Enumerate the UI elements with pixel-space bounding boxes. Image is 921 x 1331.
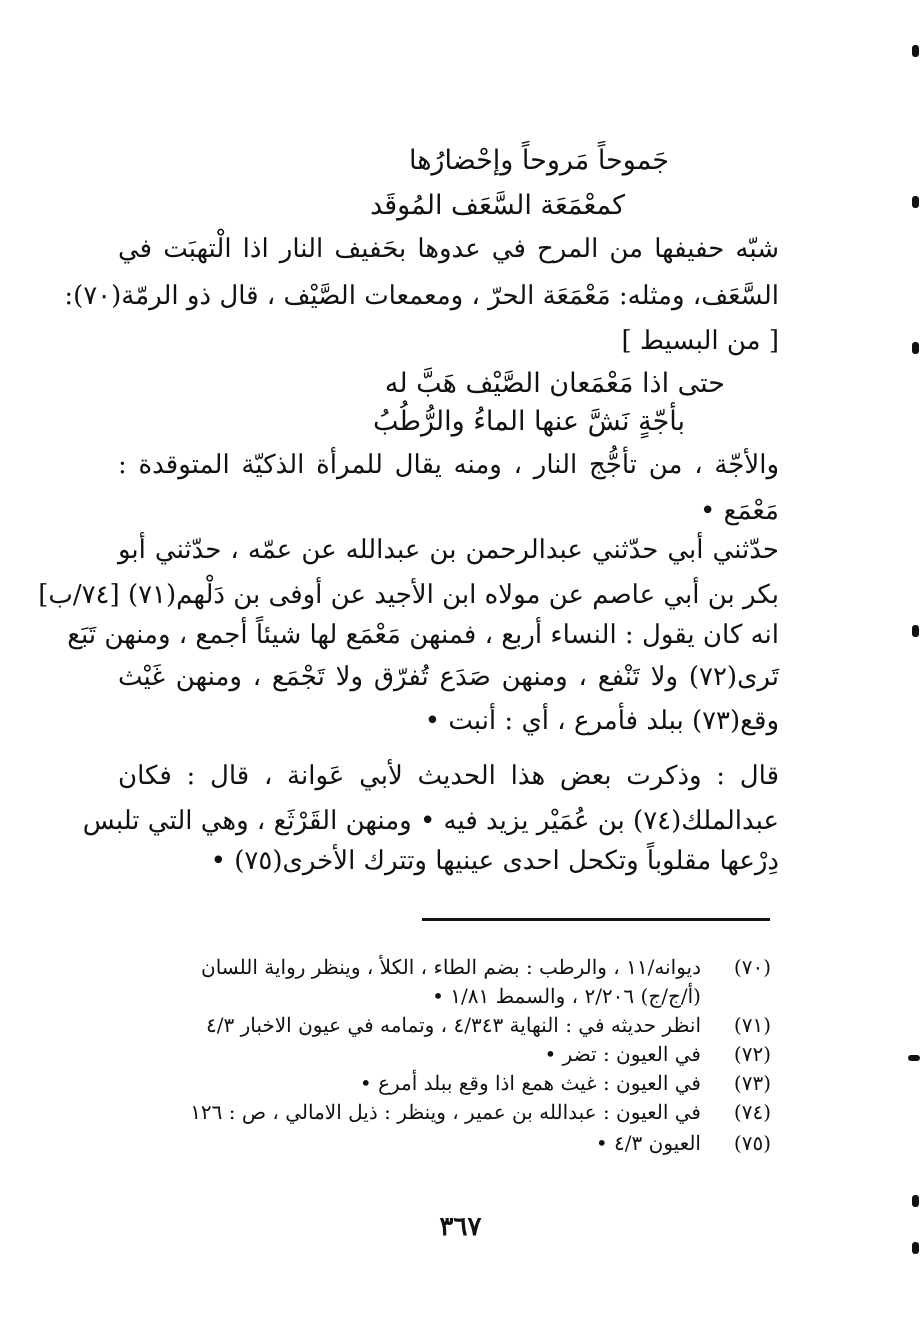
footnote-73 (118, 1071, 771, 1095)
paragraph-3-line-2: بكر بن أبي عاصم عن مولاه ابن الأجيد عن أوفى بن دَلْهم(٧١) [٧٤/ب] (38, 580, 779, 610)
paragraph-4-line-2: عبدالملك(٧٤) بن عُمَيْر يزيد فيه • ومنهن القَرْثَع ، وهي التي تلبس (82, 806, 779, 836)
footnote-number: (٧٤) (733, 1100, 771, 1124)
scan-edge-mark (912, 196, 919, 208)
verse-2-line-2: بأجّةٍ نَشَّ عنها الماءُ والرُّطُبُ (372, 406, 685, 437)
page-number: ٣٦٧ (439, 1212, 482, 1242)
footnote-text: في العيون : غيث همع اذا وقع ببلد أمرع • (359, 1071, 701, 1095)
footnote-number: (٧٥) (733, 1131, 771, 1155)
verse-1-line-2: كمعْمَعَة السَّعَف المُوقَد (370, 190, 625, 221)
footnote-number: (٧١) (733, 1013, 771, 1037)
footnote-72 (118, 1042, 771, 1066)
footnote-text: (أ/ج/ج) ٢/٢٠٦ ، والسمط ١/٨١ • (432, 984, 701, 1008)
paragraph-3-line-1: حدّثني أبي حدّثني عبدالرحمن بن عبدالله عن عمّه ، حدّثني أبو (118, 535, 779, 565)
verse-1-line-1: جَموحاً مَروحاً وإحْضارُها (408, 145, 669, 176)
paragraph-3-line-5: وقع(٧٣) ببلد فأمرع ، أي : أنبت • (424, 706, 779, 736)
footnote-number (701, 984, 771, 1008)
footnote-number: (٧٣) (733, 1071, 771, 1095)
footnote-text: العيون ٤/٣ • (595, 1131, 701, 1155)
scan-edge-mark (912, 625, 919, 637)
footnote-70 (118, 955, 771, 979)
paragraph-3-line-3: انه كان يقول : النساء أربع ، فمنهن مَعْمَع لها شيئاً أجمع ، ومنهن تَبَع (67, 620, 779, 650)
scan-edge-mark (912, 1242, 919, 1254)
paragraph-1-line-2: السَّعَف، ومثله: مَعْمَعَة الحرّ ، ومعمعات الصَّيْف ، قال ذو الرمّة(٧٠): (64, 281, 779, 311)
scan-edge-mark (912, 1195, 919, 1207)
paragraph-2-line-1: والأجّة ، من تأجُّج النار ، ومنه يقال للمرأة الذكيّة المتوقدة : (118, 450, 779, 480)
paragraph-4-line-3: دِرْعها مقلوباً وتكحل احدى عينيها وتترك الأخرى(٧٥) • (210, 846, 779, 876)
footnote-text: انظر حديثه في : النهاية ٤/٣٤٣ ، وتمامه في عيون الاخبار ٤/٣ (206, 1013, 701, 1037)
verse-2-line-1: حتى اذا مَعْمَعان الصَّيْف هَبَّ له (384, 368, 725, 399)
footnote-text: في العيون : عبدالله بن عمير ، وينظر : ذيل الامالي ، ص : ١٢٦ (190, 1100, 701, 1124)
footnote-text: ديوانه/١١ ، والرطب : بضم الطاء ، الكلأ ، وينظر رواية اللسان (201, 955, 701, 979)
scan-edge-mark (912, 342, 919, 354)
footnote-71 (118, 1013, 771, 1037)
footnote-separator (422, 918, 770, 921)
footnote-number: (٧٢) (733, 1042, 771, 1066)
footnote-text: في العيون : تضر • (544, 1042, 701, 1066)
paragraph-3-line-4: تَرى(٧٢) ولا تَنْفع ، ومنهن صَدَع تُفرّق ولا تَجْمَع ، ومنهن غَيْث (118, 662, 779, 692)
footnote-70-continued (118, 984, 771, 1008)
paragraph-1-line-1: شبّه حفيفها من المرح في عدوها بحَفيف النار اذا الْتهبَت في (118, 234, 779, 264)
paragraph-4-line-1: قال : وذكرت بعض هذا الحديث لأبي عَوانة ، قال : فكان (118, 761, 780, 791)
paragraph-2-line-2: مَعْمَع • (700, 496, 779, 526)
footnote-74 (118, 1100, 771, 1124)
footnote-75 (118, 1131, 771, 1155)
scan-edge-mark (912, 45, 919, 57)
scan-edge-mark (908, 1055, 920, 1061)
footnote-number: (٧٠) (733, 955, 771, 979)
meter-label: [ من البسيط ] (621, 326, 779, 356)
